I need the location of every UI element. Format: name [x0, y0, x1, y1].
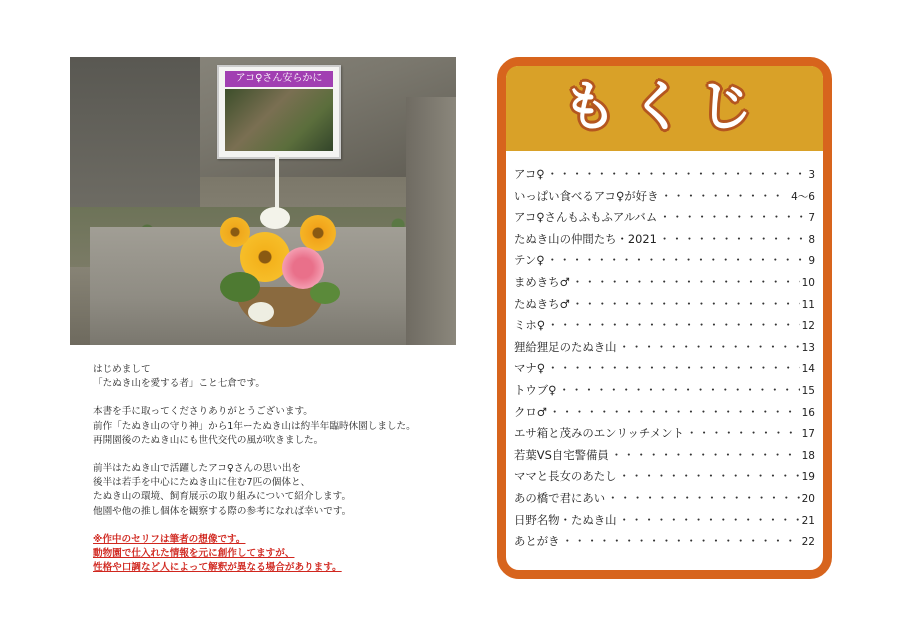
toc-entry[interactable] — [514, 402, 815, 424]
toc-entry[interactable] — [514, 315, 815, 337]
toc-entry[interactable] — [514, 466, 815, 488]
author-note-line: ※作中のセリフは筆者の想像です。 — [93, 533, 246, 545]
toc-leader-dots — [659, 207, 805, 229]
toc-leader-dots — [619, 466, 800, 488]
toc-entry-page: 21 — [801, 514, 815, 527]
table-of-contents — [497, 57, 832, 579]
toc-entry-label: テン♀ — [514, 253, 545, 268]
toc-entry-page: 16 — [801, 406, 815, 419]
toc-entry-label: 若葉VS自宅警備員 — [514, 447, 609, 462]
toc-leader-dots — [562, 531, 800, 553]
toc-entry-label: 狸給狸足のたぬき山 — [514, 339, 617, 354]
toc-entry[interactable] — [514, 294, 815, 316]
toc-entry-label: ミホ♀ — [514, 318, 546, 333]
toc-leader-dots — [611, 445, 800, 467]
toc-entry[interactable] — [514, 358, 815, 380]
toc-leader-dots — [572, 294, 800, 316]
toc-entry-label: まめきち♂ — [514, 274, 570, 289]
toc-entry[interactable] — [514, 186, 815, 208]
sign-raccoon-dog-picture — [225, 89, 333, 151]
toc-entry-label: あとがき — [514, 534, 560, 549]
author-note — [93, 533, 473, 576]
toc-leader-dots — [619, 337, 800, 359]
toc-leader-dots — [547, 315, 800, 337]
toc-leader-dots — [559, 380, 800, 402]
toc-leader-dots — [549, 402, 800, 424]
toc-header — [506, 66, 823, 151]
memorial-sign — [217, 65, 341, 159]
leaf-cluster — [220, 272, 260, 302]
intro-paragraph-2: 前半はたぬき山で活躍したアコ♀さんの思い出を 後半は若手を中心にたぬき山に住む7匹の個体と、 たぬき山の環境、飼育展示の取り組みについて紹介します。 他園や他の推し個体を観察する際の参考になれば幸いです。 — [93, 463, 352, 517]
toc-title: もくじ — [562, 75, 767, 138]
toc-entry-label: たぬき山の仲間たち・2021 — [514, 231, 657, 246]
toc-entry-label: 日野名物・たぬき山 — [514, 512, 617, 527]
toc-entry-page: 17 — [801, 428, 815, 441]
sign-stick — [275, 155, 279, 215]
toc-entry-page: 19 — [801, 471, 815, 484]
sign-title: アコ♀さん安らかに — [225, 71, 333, 87]
toc-entry-page: 8 — [808, 233, 815, 246]
toc-entry[interactable] — [514, 488, 815, 510]
toc-leader-dots — [686, 423, 800, 445]
toc-entry-page: 22 — [801, 536, 815, 549]
toc-entry-label: トウブ♀ — [514, 382, 557, 397]
toc-leader-dots — [607, 488, 799, 510]
sunflower — [220, 217, 250, 247]
toc-leader-dots — [547, 250, 805, 272]
author-note-line: 動物園で仕入れた情報を元に創作してますが、 — [93, 548, 295, 560]
toc-entry[interactable] — [514, 445, 815, 467]
sunflower — [300, 215, 336, 251]
intro-paragraph-1: 本書を手に取ってくださりありがとうございます。 前作「たぬき山の守り神」から1年ーたぬき山は約半年臨時休園しました。 再開園後のたぬき山にも世代交代の風が吹きました。 — [93, 406, 416, 446]
toc-entry-label: あの橋で君にあい — [514, 490, 606, 505]
toc-entry-label: ママと長女のあたし — [514, 469, 617, 484]
white-flower — [260, 207, 290, 229]
toc-entry[interactable] — [514, 337, 815, 359]
toc-entry[interactable] — [514, 423, 815, 445]
toc-leader-dots — [547, 358, 800, 380]
toc-entry[interactable] — [514, 531, 815, 553]
toc-entry-page: 7 — [808, 212, 815, 225]
toc-entry-page: 11 — [801, 298, 815, 311]
photo-stone-post — [406, 97, 456, 345]
toc-entry-page: 20 — [801, 492, 815, 505]
toc-entry-page: 10 — [801, 276, 815, 289]
toc-entry-page: 4〜6 — [791, 190, 815, 203]
toc-leader-dots — [660, 186, 789, 208]
toc-entry-label: たぬきち♂ — [514, 296, 570, 311]
toc-entry-page: 14 — [801, 363, 815, 376]
toc-entry[interactable] — [514, 510, 815, 532]
toc-entry[interactable] — [514, 229, 815, 251]
toc-entry-label: アコ♀ — [514, 167, 545, 181]
toc-entry-label: いっぱい食べるアコ♀が好き — [514, 188, 659, 203]
toc-entry[interactable] — [514, 250, 815, 272]
memorial-photo — [70, 57, 456, 345]
intro-greeting: はじめまして 「たぬき山を愛する者」こと七倉です。 — [93, 364, 265, 390]
toc-entry-page: 13 — [801, 341, 815, 354]
leaf-cluster — [310, 282, 340, 304]
white-flower — [248, 302, 274, 322]
toc-leader-dots — [572, 272, 800, 294]
author-note-line: 性格や口調など人によって解釈が異なる場合があります。 — [93, 562, 342, 574]
toc-leader-dots — [619, 510, 800, 532]
toc-list — [514, 164, 815, 553]
toc-entry[interactable] — [514, 380, 815, 402]
toc-entry-label: アコ♀さんもふもふアルバム — [514, 210, 658, 225]
toc-entry-label: クロ♂ — [514, 404, 547, 419]
toc-entry[interactable] — [514, 207, 815, 229]
toc-entry[interactable] — [514, 272, 815, 294]
toc-entry-page: 12 — [801, 320, 815, 333]
toc-leader-dots — [547, 164, 805, 186]
toc-entry-page: 15 — [801, 384, 815, 397]
toc-entry-page: 3 — [808, 169, 815, 181]
intro-text — [93, 363, 473, 575]
photo-wall — [70, 57, 200, 207]
toc-entry-label: マナ♀ — [514, 361, 546, 376]
toc-entry[interactable] — [514, 164, 815, 186]
toc-leader-dots — [659, 229, 805, 251]
toc-entry-label: エサ箱と茂みのエンリッチメント — [514, 426, 684, 441]
toc-entry-page: 18 — [801, 449, 815, 462]
toc-entry-page: 9 — [808, 255, 815, 268]
